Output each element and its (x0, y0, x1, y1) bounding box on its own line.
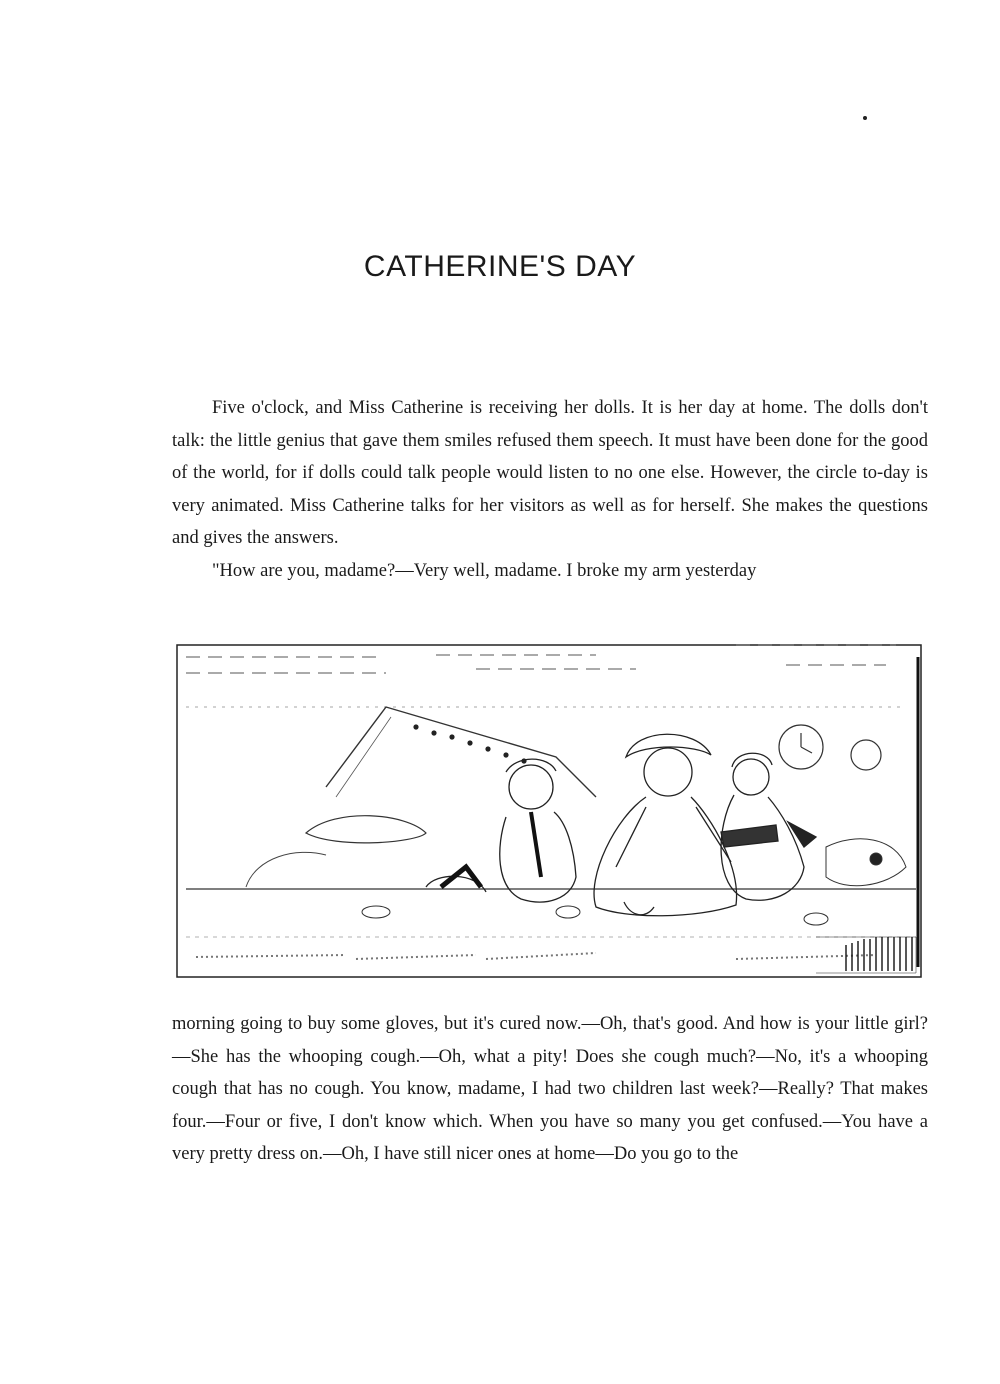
doll-left (426, 759, 576, 902)
paragraph-1: Five o'clock, and Miss Catherine is receiving her dolls. It is her day at home. The dolls don't talk: the little genius that gave them smiles refused them speech. It must have been done for the good of the world, for if dolls could talk people would listen to no one else. However, the circle to-day is very animated. Miss Catherine talks for her visitors as well as for herself. She makes the questions and gives the answers. (172, 398, 928, 549)
wall-lines (186, 645, 896, 673)
dolls-drawing (176, 637, 924, 979)
pillow (306, 816, 426, 843)
floor-texture (196, 953, 876, 959)
illustration-frame (177, 645, 921, 977)
page-title: CATHERINE'S DAY (363, 250, 637, 283)
wall-clock (779, 725, 881, 770)
text-block-top (172, 392, 928, 588)
dolls-illustration (176, 637, 924, 979)
paragraph-3: morning going to buy some gloves, but it's cured now.—Oh, that's good. And how is your little girl?—She has the whooping cough.—Oh, what a pity! Does she cough much?—No, it's a whooping cough that has no cough. You know, madame, I had two children last week?—Really? That makes four.—Four or five, I don't know which. When you have so many you get confused.—You have a very pretty dress on.—Oh, I have still nicer ones at home—Do you go to the (172, 1014, 928, 1165)
page-mark (863, 116, 867, 120)
paragraph-2: "How are you, madame?—Very well, madame. I broke my arm yesterday (212, 560, 757, 581)
corner-hatching (846, 937, 912, 971)
text-block-bottom (172, 1008, 928, 1171)
